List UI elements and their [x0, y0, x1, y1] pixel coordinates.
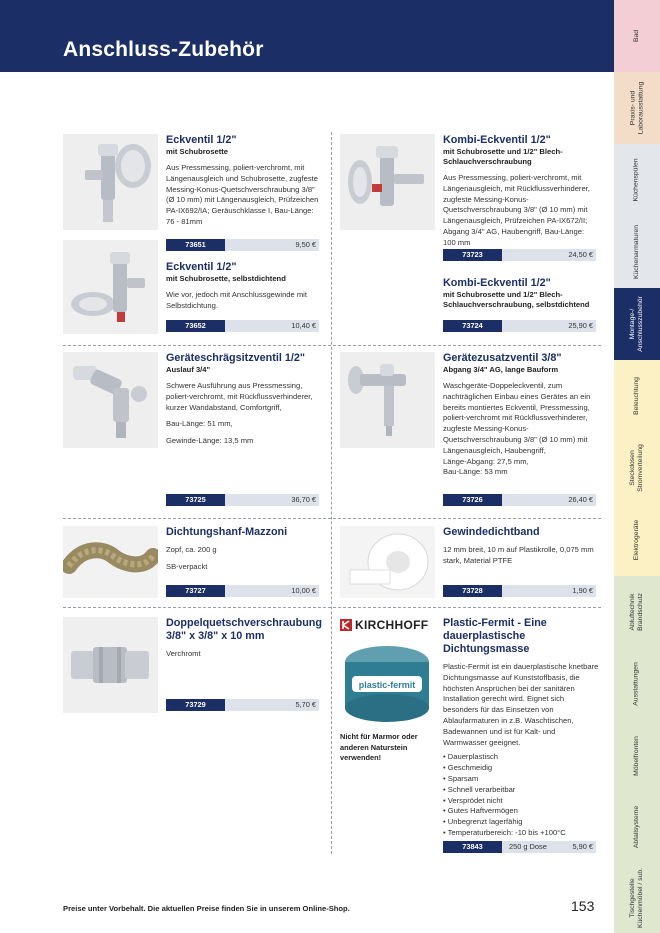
- tab-abfallsysteme[interactable]: [614, 792, 660, 862]
- warning-note: Nicht für Marmor oder anderen Naturstein verwenden!: [340, 732, 418, 763]
- price-bar: [443, 249, 596, 261]
- product-subtitle: Abgang 3/4" AG, lange Bauform: [443, 365, 559, 374]
- product-image-doppelquetschverschraubung: [63, 617, 158, 713]
- row-divider: [63, 607, 601, 608]
- product-subtitle: mit Schubrosette: [166, 147, 229, 156]
- product-kombi-eckventil-selbstdichtend: [443, 277, 596, 310]
- brand-logo: [340, 618, 428, 632]
- product-description: Plastic-Fermit ist ein dauerplastische knetbare Dichtungsmasse auf Kunststoffbasis, die höchsten Ansprüchen bei der sanitären Installation gerecht wird. Eignet sich besonders für das Einsetzen von Ablaufarmaturen in z.B. Waschtischen, Badewannen und ist für Kalt- und Warmwasser geeignet.: [443, 662, 599, 747]
- product-description: Aus Pressmessing, poliert-verchromt, mit Längenausgleich und Schubrosette, zugfeste Messing-Konus-Quetschverschraubung 3/8" (Ø 10 mm) mit Längenausgleich, Prüfzeichen PA-IX692/IA; Geräuschklasse I, Bau-Länge: 76 - 81mm: [166, 163, 319, 226]
- page-header: [0, 0, 614, 72]
- product-doppelquetschverschraubung: [166, 617, 321, 660]
- tab-montage-anschlusszubehoer[interactable]: [614, 288, 660, 360]
- product-gewindedichtband: [443, 526, 596, 567]
- product-subtitle: Auslauf 3/4": [166, 365, 211, 374]
- brand-name: KIRCHHOFF: [355, 618, 429, 632]
- tab-bad[interactable]: [614, 0, 660, 72]
- product-description: 12 mm breit, 10 m auf Plastikrolle, 0,075 mm stark, Material PTFE: [443, 545, 594, 565]
- price-bar: [166, 494, 319, 506]
- product-geraetezusatzventil: [443, 352, 599, 478]
- tab-beleuchtung[interactable]: [614, 360, 660, 432]
- price: 5,70 €: [295, 700, 316, 709]
- price: 10,00 €: [291, 586, 316, 595]
- tab-label: Abfallsysteme: [633, 805, 640, 849]
- product-image-dichtungshanf: [63, 526, 158, 598]
- price-bar: [166, 239, 319, 251]
- price-bar: [443, 494, 596, 506]
- price-bar: [443, 585, 596, 597]
- article-number: 73652: [166, 320, 225, 332]
- product-subtitle: mit Schubrosette und 1/2" Blech-Schlauchverschraubung, selbstdichtend: [443, 290, 590, 309]
- price: 9,50 €: [295, 240, 316, 249]
- tab-kuechenspuelen[interactable]: [614, 144, 660, 216]
- product-title: Dichtungshanf-Mazzoni: [166, 526, 288, 538]
- price-bar: [166, 585, 319, 597]
- product-image-kombi-eckventil: [340, 134, 435, 230]
- product-spec: SB-verpackt: [166, 561, 208, 571]
- article-number: 73725: [166, 494, 225, 506]
- price: 5,90 €: [572, 842, 593, 851]
- page-number: 153: [571, 898, 595, 914]
- tab-label: Steckdosen Stromverteilung: [629, 444, 645, 492]
- product-title: Doppelquetschverschraubung 3/8" x 3/8" x 10 mm: [166, 617, 322, 642]
- article-number: 73728: [443, 585, 502, 597]
- product-image-geraeteschraegsitzventil: [63, 352, 158, 448]
- tab-ausstattungen[interactable]: [614, 648, 660, 720]
- product-image-eckventil-selbstdichtend: [63, 240, 158, 334]
- product-subtitle: mit Schubrosette und 1/2" Blech-Schlauchverschraubung: [443, 147, 563, 166]
- column-divider: [331, 132, 332, 854]
- price-bar: [443, 841, 596, 853]
- product-eckventil: [166, 134, 319, 228]
- product-description: Aus Pressmessing, poliert-verchromt, mit Längenausgleich, mit Rückflussverhinderer, zugfeste Messing-Konus-Quetschverschraubung 3/8" (Ø 10 mm) mit Längenausgleich, Prüfzeichen PA-IX672/II; Abgang 3/4" AG, Haubengriff, Bau-Länge: 100 mm: [443, 173, 590, 247]
- row-divider: [63, 345, 601, 346]
- price: 36,70 €: [291, 495, 316, 504]
- product-image-eckventil: [63, 134, 158, 230]
- product-spec: Bau-Länge: 53 mm: [443, 467, 508, 477]
- article-number: 73729: [166, 699, 225, 711]
- tab-label: Beleuchtung: [632, 377, 640, 415]
- price: 26,40 €: [568, 495, 593, 504]
- price-bar: [166, 699, 319, 711]
- tab-praxis-laborausstattung[interactable]: [614, 72, 660, 144]
- tab-tischgestelle[interactable]: [614, 862, 660, 933]
- product-spec: Gewinde-Länge: 13,5 mm: [166, 436, 254, 446]
- tab-label: Praxis- und Laborausstattung: [629, 81, 644, 135]
- product-title: Plastic-Fermit - Eine dauerplastische Dichtungsmasse: [443, 617, 547, 655]
- pack-size: 250 g Dose: [509, 842, 547, 851]
- product-title: Gerätezusatzventil 3/8": [443, 352, 562, 364]
- tab-label: Tischgestelle Küchenmöbel / sub.: [629, 867, 645, 928]
- tab-label: Küchenarmaturen: [633, 224, 640, 280]
- price: 24,50 €: [568, 250, 593, 259]
- feature-list: [443, 752, 599, 838]
- feature-item: • Sparsam: [443, 774, 599, 785]
- category-tabs: [614, 0, 660, 933]
- product-geraeteschraegsitzventil: [166, 352, 321, 447]
- price-bar: [166, 320, 319, 332]
- price: 25,90 €: [568, 321, 593, 330]
- price-bar: [443, 320, 596, 332]
- can-label: plastic-fermit: [358, 680, 416, 690]
- tab-kuechenarmaturen[interactable]: [614, 216, 660, 288]
- feature-item: • Geschmeidig: [443, 763, 599, 774]
- article-number: 73843: [443, 841, 502, 853]
- product-description: Schwere Ausführung aus Pressmessing, poliert-verchromt, mit Rückflussverhinderer, kurzer Wandabstand, Comfortgriff,: [166, 381, 313, 412]
- feature-item: • Schnell verarbeitbar: [443, 785, 599, 796]
- product-eckventil-selbstdichtend: [166, 261, 319, 312]
- tab-steckdosen-stromverteilung[interactable]: [614, 432, 660, 504]
- feature-item: • Versprödet nicht: [443, 796, 599, 807]
- price: 10,40 €: [291, 321, 316, 330]
- product-title: Eckventil 1/2": [166, 261, 237, 273]
- feature-item: • Dauerplastisch: [443, 752, 599, 763]
- price-disclaimer: Preise unter Vorbehalt. Die aktuellen Preise finden Sie in unserem Online-Shop.: [63, 904, 350, 913]
- article-number: 73651: [166, 239, 225, 251]
- article-number: 73727: [166, 585, 225, 597]
- product-spec: Verchromt: [166, 649, 201, 658]
- article-number: 73724: [443, 320, 502, 332]
- product-title: Kombi-Eckventil 1/2": [443, 134, 551, 146]
- product-title: Geräteschrägsitzventil 1/2": [166, 352, 305, 364]
- product-spec: Zopf, ca. 200 g: [166, 545, 217, 554]
- product-image-geraetezusatzventil: [340, 352, 435, 448]
- tab-elektrogeraete[interactable]: [614, 504, 660, 576]
- product-description: Waschgeräte-Doppeleckventil, zum nachträglichen Einbau eines Gerätes an ein bereits montiertes Eckventil, Pressmessing, poliert-verchromt mit Rückflussverhinderer, zugfeste Messing-Konus-Quetschverschraubung 3/8" (Ø 10 mm) mit Längenausgleich, Haubengriff,: [443, 381, 591, 455]
- product-title: Gewindedichtband: [443, 526, 540, 538]
- product-description: Wie vor, jedoch mit Anschlussgewinde mit Selbstdichtung.: [166, 290, 307, 310]
- feature-item: • Unbegrenzt lagerfähig: [443, 817, 599, 828]
- feature-item: • Gutes Haftvermögen: [443, 806, 599, 817]
- article-number: 73723: [443, 249, 502, 261]
- tab-label: Küchenspülen: [633, 158, 640, 202]
- price: 1,90 €: [572, 586, 593, 595]
- kirchhoff-logo-icon: [340, 619, 352, 631]
- product-dichtungshanf: [166, 526, 319, 573]
- tab-abluftechnik-brandschutz[interactable]: [614, 576, 660, 648]
- tab-moebelfronten[interactable]: [614, 720, 660, 792]
- product-image-gewindedichtband: [340, 526, 435, 598]
- product-plastic-fermit: [443, 617, 599, 839]
- tab-label: Ausstattungen: [633, 662, 640, 706]
- feature-item: • Temperaturbereich: -10 bis +100°C: [443, 828, 599, 839]
- tab-label: Montage-/ Anschlusszubehör: [629, 296, 645, 352]
- product-spec: Bau-Länge: 51 mm,: [166, 419, 233, 429]
- product-image-plastic-fermit: [340, 632, 435, 727]
- tab-label: Bad: [633, 29, 640, 43]
- product-title: Eckventil 1/2": [166, 134, 237, 146]
- product-kombi-eckventil: [443, 134, 596, 249]
- product-subtitle: mit Schubrosette, selbstdichtend: [166, 274, 286, 283]
- row-divider: [63, 518, 601, 519]
- product-spec: Länge-Abgang: 27,5 mm,: [443, 456, 529, 466]
- tab-label: Elektrogeräte: [633, 519, 640, 561]
- product-title: Kombi-Eckventil 1/2": [443, 277, 551, 289]
- tab-label: Abluftechnik Brandschutz: [629, 593, 644, 631]
- tab-label: Möbelfronten: [633, 736, 640, 776]
- article-number: 73726: [443, 494, 502, 506]
- page-title: Anschluss-Zubehör: [63, 38, 264, 61]
